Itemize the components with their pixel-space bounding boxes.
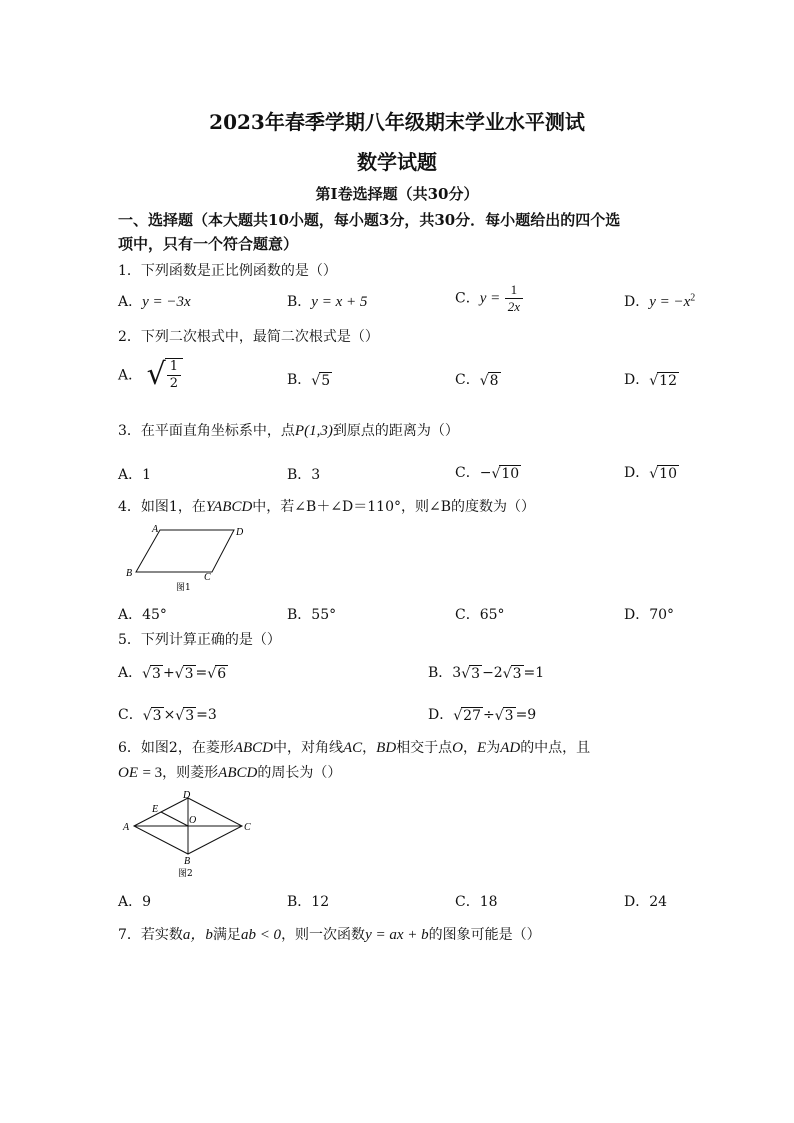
q2-option-a: A． √ $\frac{1}{2}$ (118, 357, 183, 392)
fig1-label-d: D (236, 527, 244, 538)
fig2-label-e: E (152, 804, 159, 815)
question-5-stem: 5．下列计算正确的是（） (118, 632, 281, 648)
fig2-label-c: C (244, 822, 251, 833)
q2-option-b: B．√5 (287, 372, 331, 389)
q5-option-b: B．3√3 −2√3 =1 (428, 665, 545, 682)
question-7-stem: 7．若实数a，b满足ab < 0，则一次函数y = ax + b的图象可能是（） (118, 927, 541, 943)
fig2-label-b: B (184, 856, 191, 867)
q4-option-d: D．70° (624, 607, 675, 623)
q6-option-d: D．24 (624, 894, 668, 910)
q2-option-d: D．√12 (624, 372, 677, 389)
q5-option-d: D．√27 ÷√3 =9 (428, 707, 537, 724)
q1-option-d: D．$y = -x^2$ (624, 292, 696, 310)
q5-option-c: C．√3 ×√3 =3 (118, 707, 217, 724)
q4-option-b: B．55° (287, 607, 337, 623)
q3-option-b: B．3 (287, 467, 321, 483)
question-2-stem: 2．下列二次根式中，最简二次根式是（） (118, 329, 379, 345)
fig2-label-o: O (189, 815, 197, 826)
q2-option-c: C．√8 (455, 372, 499, 389)
q3-option-a: A．1 (118, 467, 152, 483)
exam-title: 2023年春季学期八年级期末学业水平测试 (209, 110, 585, 134)
section-heading-line1: 一、选择题（本大题共10小题，每小题3分，共30分．每小题给出的四个选 (118, 211, 621, 229)
fig2-label-d: D (183, 790, 191, 801)
q3-option-c: C．−√10 (455, 465, 520, 482)
fig2-caption: 图2 (178, 869, 193, 879)
q6-option-c: C．18 (455, 894, 498, 910)
q3-option-d: D．√10 (624, 465, 677, 482)
q1-option-b: B．y = x + 5 (287, 294, 368, 310)
subject-title: 数学试题 (357, 150, 437, 174)
q6-option-b: B．12 (287, 894, 330, 910)
q4-option-c: C．65° (455, 607, 505, 623)
figure-2-rhombus (120, 788, 260, 880)
q1-option-c: C．y = $\frac{1}{2x}$ (455, 282, 523, 315)
fig1-label-c: C (204, 572, 211, 583)
q4-option-a: A．45° (118, 607, 167, 623)
fig1-label-a: A (152, 524, 159, 535)
section-heading-line2: 项中，只有一个符合题意） (118, 235, 299, 253)
question-6-stem-line2: OE = 3，则菱形ABCD的周长为（） (118, 765, 342, 781)
figure-1-parallelogram (120, 522, 250, 594)
question-6-stem-line1: 6．如图2，在菱形ABCD中，对角线AC，BD相交于点O，E为AD的中点，且 (118, 740, 591, 756)
part-heading: 第Ⅰ卷选择题（共30分） (315, 185, 479, 203)
question-1-stem: 1．下列函数是正比例函数的是（） (118, 263, 337, 279)
fig1-label-b: B (126, 568, 133, 579)
fig2-label-a: A (123, 822, 130, 833)
fig1-caption: 图1 (176, 583, 191, 593)
question-4-stem: 4．如图1，在YABCD中，若∠B＋∠D＝110°，则∠B的度数为（） (118, 499, 536, 515)
q5-option-a: A．√3 +√3 =√6 (118, 665, 227, 682)
q6-option-a: A．9 (118, 894, 152, 910)
q1-option-a: A．y = −3x (118, 294, 191, 310)
question-3-stem: 3．在平面直角坐标系中，点P(1,3)到原点的距离为（） (118, 423, 459, 439)
